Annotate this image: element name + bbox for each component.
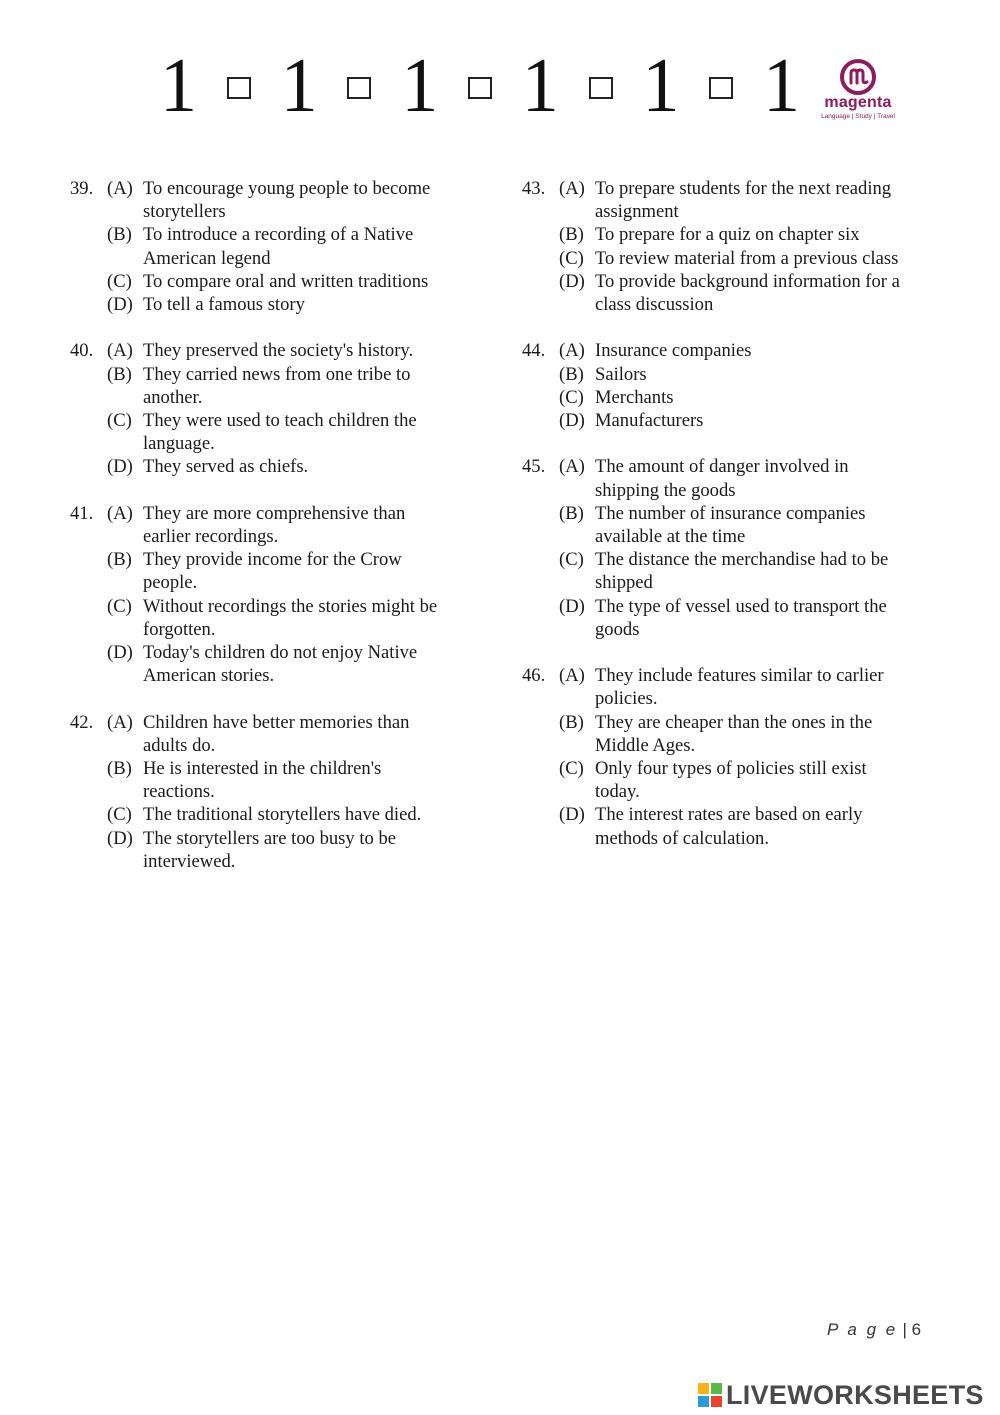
option-letter: (D) <box>107 642 133 664</box>
option-text: The distance the merchandise had to be <box>595 549 889 571</box>
option-text: To compare oral and written traditions <box>143 270 429 292</box>
question-41 <box>70 502 490 688</box>
question-40 <box>70 339 490 478</box>
option-text: The storytellers are too busy to be <box>143 827 397 849</box>
header-box <box>468 77 492 99</box>
questions-left-column <box>70 177 490 896</box>
option-text: To prepare students for the next reading <box>595 178 892 199</box>
question-number: 39. <box>70 178 94 199</box>
header-box <box>709 77 733 99</box>
page-number <box>827 1320 921 1340</box>
liveworksheets-brand[interactable] <box>698 1375 984 1415</box>
question-number: 40. <box>70 340 94 362</box>
logo-tagline: Language | Study | Travel <box>821 113 895 120</box>
option-text: They are cheaper than the ones in the <box>595 711 873 733</box>
question-number: 44. <box>522 340 546 362</box>
option-letter: (D) <box>107 456 133 478</box>
question-number: 42. <box>70 711 94 733</box>
option-letter: (B) <box>559 224 584 246</box>
option-text-continued: language. <box>143 433 215 455</box>
question-39 <box>70 177 490 316</box>
option-text: To prepare for a quiz on chapter six <box>595 224 860 246</box>
page-separator: | <box>902 1320 907 1339</box>
option-text: The traditional storytellers have died. <box>143 804 422 826</box>
question-number: 41. <box>70 502 94 524</box>
option-text: They carried news from one tribe to <box>143 363 411 385</box>
option-text: The number of insurance companies <box>595 502 866 524</box>
option-text-continued: today. <box>595 781 640 803</box>
option-text-continued: Middle Ages. <box>595 734 696 756</box>
option-text: Only four types of policies still exist <box>595 758 867 780</box>
option-text-continued: interviewed. <box>143 850 236 872</box>
option-text-continued: policies. <box>595 688 658 710</box>
option-text: Today's children do not enjoy Native <box>143 642 418 664</box>
option-letter: (C) <box>559 386 584 408</box>
option-letter: (D) <box>107 827 133 849</box>
option-text-continued: shipping the goods <box>595 479 736 501</box>
option-text: They were used to teach children the <box>143 410 417 432</box>
option-letter: (C) <box>107 804 132 826</box>
option-letter: (C) <box>559 549 584 571</box>
header-digit: 1 <box>762 42 800 130</box>
option-letter: (C) <box>107 270 132 292</box>
option-text-continued: shipped <box>595 572 653 594</box>
option-text: They include features similar to carlier <box>595 665 884 687</box>
option-letter: (A) <box>107 711 133 733</box>
header-box <box>227 77 251 99</box>
option-text-continued: assignment <box>595 201 679 223</box>
option-text: The interest rates are based on early <box>595 804 863 826</box>
option-text: To review material from a previous class <box>595 247 899 269</box>
option-text: To introduce a recording of a Native <box>143 224 414 246</box>
page-number-value: 6 <box>911 1320 922 1339</box>
option-text-continued: adults do. <box>143 734 216 756</box>
question-number: 46. <box>522 665 546 687</box>
header-digit: 1 <box>160 42 197 130</box>
option-text: The amount of danger involved in <box>595 456 849 478</box>
header-box <box>589 77 613 99</box>
question-45 <box>522 455 942 641</box>
option-text: To tell a famous story <box>143 294 305 316</box>
magenta-logo <box>812 58 904 136</box>
option-letter: (A) <box>107 178 133 199</box>
option-letter: (B) <box>107 224 132 246</box>
option-letter: (C) <box>107 595 132 617</box>
option-letter: (C) <box>559 758 584 780</box>
option-text-continued: goods <box>595 618 640 640</box>
option-letter: (A) <box>559 665 585 687</box>
header-digit: 1 <box>521 42 559 130</box>
question-42 <box>70 711 490 873</box>
option-letter: (B) <box>559 502 584 524</box>
option-text: To provide background information for a <box>595 270 900 292</box>
option-text-continued: methods of calculation. <box>595 827 770 849</box>
option-text-continued: class discussion <box>595 294 714 316</box>
option-letter: (A) <box>107 502 133 524</box>
question-46 <box>522 664 942 850</box>
option-letter: (D) <box>559 595 585 617</box>
questions-right-column <box>522 177 942 873</box>
question-44 <box>522 339 942 432</box>
option-letter: (B) <box>559 363 584 385</box>
header-box <box>347 77 371 99</box>
option-text-continued: storytellers <box>143 201 226 223</box>
question-number: 45. <box>522 456 546 478</box>
option-letter: (D) <box>559 410 585 432</box>
option-letter: (A) <box>559 178 585 199</box>
option-text: They are more comprehensive than <box>143 502 406 524</box>
page-label: P a g e <box>827 1320 898 1339</box>
option-letter: (D) <box>107 294 133 316</box>
liveworksheets-icon <box>698 1383 722 1407</box>
option-text-continued: available at the time <box>595 526 746 548</box>
option-text: Merchants <box>595 386 674 408</box>
question-number: 43. <box>522 178 546 199</box>
option-letter: (B) <box>107 549 132 571</box>
option-letter: (B) <box>559 711 584 733</box>
option-letter: (D) <box>559 804 585 826</box>
option-letter: (C) <box>107 410 132 432</box>
option-text: They served as chiefs. <box>143 456 309 478</box>
option-text: Children have better memories than <box>143 711 410 733</box>
option-letter: (C) <box>559 247 584 269</box>
option-text: Sailors <box>595 363 647 385</box>
option-text: Insurance companies <box>595 340 752 362</box>
option-letter: (B) <box>107 758 132 780</box>
header-digit: 1 <box>642 42 680 130</box>
option-text: He is interested in the children's <box>143 758 382 780</box>
option-letter: (A) <box>107 340 133 362</box>
header-digit-strip <box>160 42 800 130</box>
option-letter: (B) <box>107 363 132 385</box>
option-text-continued: people. <box>143 572 198 594</box>
header-digit: 1 <box>280 42 318 130</box>
liveworksheets-wordmark: LIVEWORKSHEETS <box>726 1379 984 1410</box>
option-letter: (A) <box>559 340 585 362</box>
option-text: They provide income for the Crow <box>143 549 402 571</box>
question-43 <box>522 177 942 316</box>
option-text-continued: American legend <box>143 247 271 269</box>
option-text: The type of vessel used to transport the <box>595 595 887 617</box>
option-letter: (A) <box>559 456 585 478</box>
option-text-continued: another. <box>143 386 203 408</box>
option-letter: (D) <box>559 270 585 292</box>
option-text-continued: American stories. <box>143 665 275 687</box>
header-digit: 1 <box>401 42 439 130</box>
option-text-continued: forgotten. <box>143 618 216 640</box>
logo-wordmark: magenta <box>824 94 892 111</box>
option-text-continued: earlier recordings. <box>143 526 279 548</box>
option-text: To encourage young people to become <box>143 178 431 199</box>
option-text: Without recordings the stories might be <box>143 595 438 617</box>
option-text: They preserved the society's history. <box>143 340 414 362</box>
magenta-logo-icon <box>839 58 877 96</box>
option-text: Manufacturers <box>595 410 704 432</box>
option-text-continued: reactions. <box>143 781 215 803</box>
